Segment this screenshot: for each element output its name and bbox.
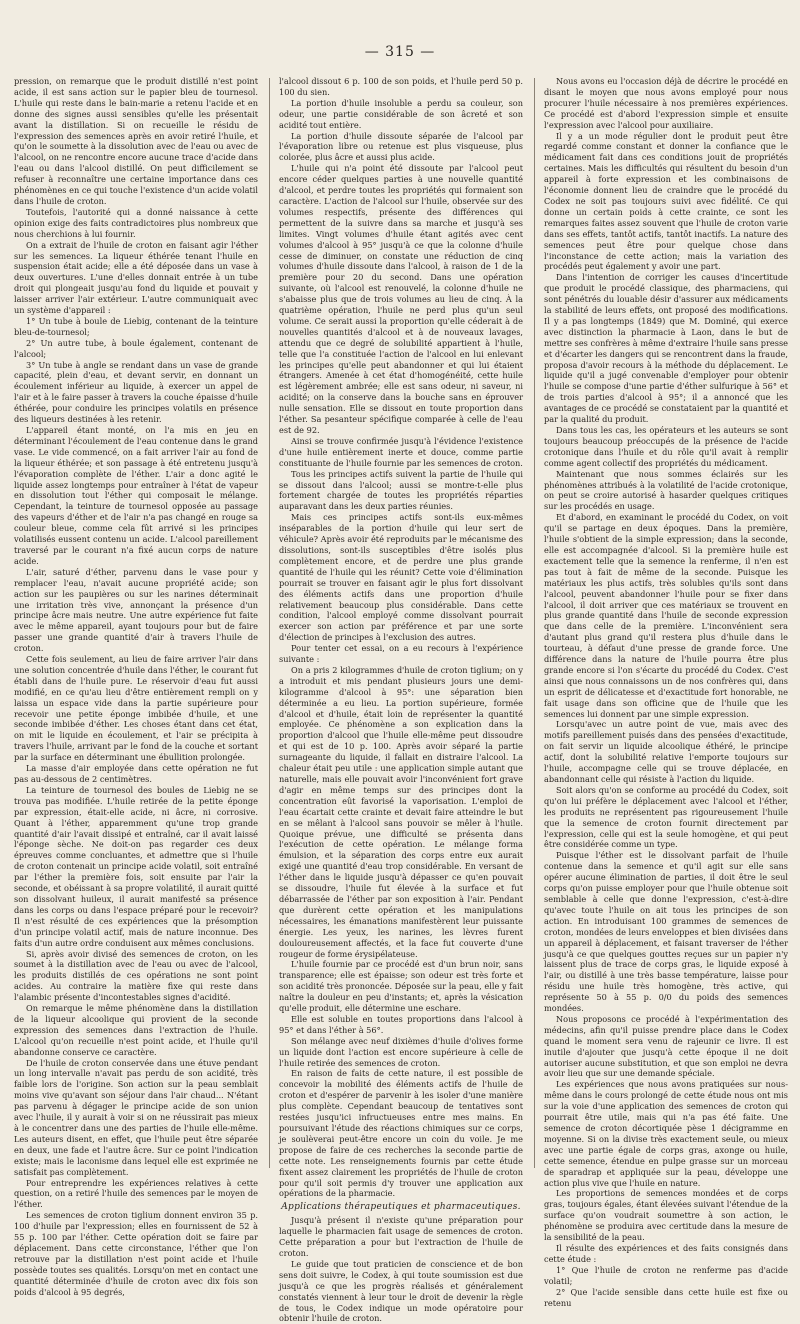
paragraph: La teinture de tournesol des boules de Liebig ne se trouva pas modifiée. L'huile retirée de la petite éponge par expression, était-elle acide, ni âcre, ni corrosive. Quant à l'éther, apparemment qu'une trop grande quantité d'air l'avait dissipé et entraîné, car il avait laissé l'éponge sèche. Ne doit-on pas regarder ces deux épreuves comme concluantes, et admettre que si l'huile de croton contenait un principe acide volatil, soit entraîné par l'éther la première fois, soit ensuite par l'air la seconde, et obéissant à sa propre volatilité, il aurait quitté son dissolvant huileux, il aurait manifesté sa présence dans les corps ou dans l'espace préparé pour le recevoir? Il n'est résulté de ces expériences que la présomption d'un principe volatil actif, mais de nature inconnue. Des faits d'un autre ordre conduisent aux mêmes conclusions. bbox=[14, 784, 258, 948]
paragraph: Jusqu'à présent il n'existe qu'une préparation pour laquelle le pharmacien fait usage de semences de croton. Cette préparation a pour but l'extraction de l'huile de croton. bbox=[279, 1215, 523, 1258]
paragraph: En raison de faits de cette nature, il est possible de concevoir la mobilité des éléments actifs de l'huile de croton et d'espérer de parvenir à les isoler d'une manière plus complète. Cependant beaucoup de tentatives sont restées jusqu'ici infructueuses entre mes mains. En poursuivant l'étude des réactions chimiques sur ce corps, je soulèverai peut-être encore un coin du voile. Je me propose de faire de ces recherches la seconde partie de cette note. Les renseignements fournis par cette étude fixent assez clairement les propriétés de l'huile de croton pour qu'il soit permis d'y trouver une application aux opérations de la pharmacie. bbox=[279, 1068, 523, 1199]
paragraph: On remarque le même phénomène dans la distillation de la liqueur alcoolique qui provient de la seconde expression des semences dans l'extraction de l'huile. L'alcool qu'on recueille n'est point acide, et l'huile qu'il abandonne conserve ce caractère. bbox=[14, 1003, 258, 1057]
paragraph: De l'huile de croton conservée dans une étuve pendant un long intervalle n'avait pas perdu de son acidité, très faible lors de l'origine. Son action sur la peau semblait moins vive qu'avant son séjour dans l'air chaud... N'étant pas parvenu à dégager le principe acide de son union avec l'huile, il y aurait à voir si on ne réussirait pas mieux à le concentrer dans une des parties de l'huile elle-même. Les auteurs disent, en effet, que l'huile peut être séparée en deux, une fade et l'autre âcre. Sur ce point l'indication existe; mais le laconisme dans lequel elle est exprimée ne satisfait pas complètement. bbox=[14, 1057, 258, 1177]
paragraph: L'air, saturé d'éther, parvenu dans le vase pour y remplacer l'eau, n'avait aucune propriété acide; son action sur les paupières ou sur les narines déterminait une irritation très vive, annonçant la présence d'un principe âcre mais neutre. Une autre expérience fut faite avec le même appareil, ayant toujours pour but de faire passer une grande quantité d'air à travers l'huile de croton. bbox=[14, 566, 258, 654]
paragraph: Soit alors qu'on se conforme au procédé du Codex, soit qu'on lui préfère le déplacement avec l'alcool et l'éther, les produits ne représentent pas rigoureusement l'huile que la semence de croton fournit directement par l'expression, celle qui est la seule homogène, et qui peut être considérée comme un type. bbox=[544, 784, 788, 850]
paragraph: 2° Un autre tube, à boule également, contenant de l'alcool; bbox=[14, 337, 258, 359]
paragraph: L'huile qui n'a point été dissoute par l'alcool peut encore céder quelques parties à une nouvelle quantité d'alcool, et perdre toutes les propriétés qui formaient son caractère. L'action de l'alcool sur l'huile, observée sur des volumes respectifs, présente des différences qui permettent de la suivre dans sa marche et jusqu'à ses limites. Vingt volumes d'huile étant agités avec cent volumes d'alcool à 95° jusqu'à ce que la colonne d'huile cesse de diminuer, on constate une réduction de cinq volumes d'huile dissoute dans l'alcool, à raison de 1 de la première pour 20 du second. Dans une opération suivante, où l'alcool est renouvelé, la colonne d'huile ne s'abaisse plus que de trois volumes au lieu de cinq. À la quatrième opération, l'huile ne perd plus qu'un seul volume. Ce serait aussi la proportion qu'elle céderait à de nouvelles quantités d'alcool et à de nouveaux lavages, attendu que ce degré de solubilité appartient à l'huile, telle que l'a constituée l'action de l'alcool en lui enlevant les principes qu'elle peut abandonner et qui lui étaient étrangers. Amenée à cet état d'homogénéité, cette huile est légèrement ambrée; elle est sans odeur, ni saveur, ni acidité; on la conserve dans la bouche sans en éprouver nulle sensation. Elle se dissout en toute proportion dans l'éther. Sa pesanteur spécifique comparée à celle de l'eau est de 92. bbox=[279, 163, 523, 435]
paragraph: La portion d'huile dissoute séparée de l'alcool par l'évaporation libre ou retenue est plus visqueuse, plus colorée, plus âcre et aussi plus acide. bbox=[279, 130, 523, 163]
paragraph: Dans tous les cas, les opérateurs et les auteurs se sont toujours beaucoup préoccupés de la présence de l'acide crotonique dans l'huile et du rôle qu'il avait à remplir comme agent collectif des propriétés du médicament. bbox=[544, 425, 788, 468]
paragraph: On a extrait de l'huile de croton en faisant agir l'éther sur les semences. La liqueur éthérée tenant l'huile en suspension était acide; elle a été déposée dans un vase à deux ouvertures. L'une d'elles donnait entrée à un tube droit qui plongeait jusqu'au fond du liquide et pouvait y laisser arriver l'air extérieur. L'autre communiquait avec un système d'appareil : bbox=[14, 239, 258, 316]
paragraph: L'appareil étant monté, on l'a mis en jeu en déterminant l'écoulement de l'eau contenue dans le grand vase. Le vide commencé, on a fait arriver l'air au fond de la liqueur éthérée; et son passage à été entretenu jusqu'à l'évaporation complète de l'éther. L'air a donc agité le liquide assez longtemps pour entraîner à l'état de vapeur en dissolution tout l'éther qui composait le mélange. Cependant, la teinture de tournesol opposée au passage des vapeurs d'éther et de l'air n'a pas changé en rouge sa couleur bleue, comme cela fût arrivé si les principes volatilisés eussent contenu un acide. L'alcool pareillement traversé par le courant n'a fixé aucun corps de nature acide. bbox=[14, 425, 258, 566]
paragraph: Elle est soluble en toutes proportions dans l'alcool à 95° et dans l'éther à 56°. bbox=[279, 1013, 523, 1035]
paragraph: Nous avons eu l'occasion déjà de décrire le procédé en disant le moyen que nous avons employé pour nous procurer l'huile nécessaire à nos premières expériences. Ce procédé est d'abord l'expression simple et ensuite l'expression avec l'alcool pour auxiliaire. bbox=[544, 76, 788, 130]
paragraph: Le guide que tout praticien de conscience et de bon sens doit suivre, le Codex, à qui toute soumission est due jusqu'à ce que les progrès réalisés et généralement constatés viennent à leur tour le droit de devenir la règle de tous, le Codex indique un mode opératoire pour obtenir l'huile de croton. bbox=[279, 1258, 523, 1324]
paragraph: 3° Un tube à angle se rendant dans un vase de grande capacité, plein d'eau, et devant servir, en donnant un écoulement inférieur au liquide, à exercer un appel de l'air et à le faire passer à travers la couche épaisse d'huile éthérée, pour conduire les principes volatils en présence des liqueurs destinées à les retenir. bbox=[14, 359, 258, 425]
paragraph: Pour entreprendre les expériences relatives à cette question, on a retiré l'huile des semences par le moyen de l'éther. bbox=[14, 1177, 258, 1210]
paragraph: Cette fois seulement, au lieu de faire arriver l'air dans une solution concentrée d'huile dans l'éther, le courant fut établi dans de l'huile pure. Le réservoir d'eau fut aussi modifié, en ce qu'au lieu d'être entièrement rempli on y laissa un espace vide dans la partie supérieure pour recevoir une petite éponge imbibée d'huile, et une seconde imbibée d'éther. Les choses étant dans cet état, on mit le liquide en écoulement, et l'air se précipita à travers l'huile, arrivant par le fond de la couche et sortant par la surface en déterminant une ébullition prolongée. bbox=[14, 654, 258, 763]
text-column-1 bbox=[14, 76, 258, 1297]
paragraph: Pour tenter cet essai, on a eu recours à l'expérience suivante : bbox=[279, 643, 523, 665]
text-column-3 bbox=[544, 76, 788, 1308]
paragraph: Lorsqu'avec un autre point de vue, mais avec des motifs pareillement puisés dans des pensées d'exactitude, on fait servir un liquide alcoolique éthéré, le principe actif, dont la solubilité relative l'emporte toujours sur l'huile, accompagne celle qui se trouve déplacée, en abandonnant celle qui résiste à l'action du liquide. bbox=[544, 719, 788, 784]
text-column-2 bbox=[279, 76, 523, 1324]
page-number: — 315 — bbox=[364, 44, 436, 60]
paragraph: Son mélange avec neuf dixièmes d'huile d'olives forme un liquide dont l'action est encore supérieure à celle de l'huile retirée des semences de croton. bbox=[279, 1035, 523, 1068]
paragraph: Il y a un mode régulier dont le produit peut être regardé comme constant et donner la confiance que le médicament fait dans ces conditions jouit de propriétés certaines. Mais les difficultés qui résultent du besoin d'un appareil à forte expression et les combinaisons de l'économie donnent lieu de craindre que le procédé du Codex ne soit pas toujours suivi avec fidélité. Ce qui donne un certain poids à cette crainte, ce sont les remarques faites assez souvent que l'huile de croton varie dans ses effets, tantôt actifs, tantôt inactifs. La nature des semences peut être pour quelque chose dans l'inconstance de cette action; mais la variation des procédés peut également y avoir une part. bbox=[544, 130, 788, 272]
column-divider bbox=[534, 78, 535, 1168]
paragraph: Mais ces principes actifs sont-ils eux-mêmes inséparables de la portion d'huile qui leur sert de véhicule? Après avoir été reproduits par le mécanisme des dissolutions, sont-ils susceptibles d'être isolés plus complètement encore, et de perdre une plus grande quantité de l'huile qui les réunit? Cette voie d'élimination pourrait se trouver en faisant agir le plus fort dissolvant des éléments actifs dans une proportion d'huile relativement beaucoup plus considérable. Dans cette condition, l'alcool employé comme dissolvant pourrait exercer son action par préférence et par une sorte d'élection de principes à l'exclusion des autres. bbox=[279, 512, 523, 643]
paragraph: Nous proposons ce procédé à l'expérimentation des médecins, afin qu'il puisse prendre place dans le Codex quand le moment sera venu de rajeunir ce livre. Il est inutile d'ajouter que jusqu'à cette époque il ne doit autoriser aucune substitution, et que son emploi ne devra avoir lieu que sur une demande spéciale. bbox=[544, 1013, 788, 1079]
paragraph: Et d'abord, en examinant le procédé du Codex, on voit qu'il se partage en deux époques. Dans la première, l'huile s'obtient de la simple expression; dans la seconde, elle est accompagnée d'alcool. Si la première huile est exactement telle que la semence la renferme, il n'en est pas tout à fait de même de la seconde. Puisque les matériaux les plus actifs, très solubles qu'ils sont dans l'alcool, peuvent abandonner l'huile pour se fixer dans l'alcool, il doit arriver que ces matériaux se trouvent en plus grande quantité dans l'huile de seconde expression que dans celle de la première. L'inconvénient sera d'autant plus grand qu'il restera plus d'huile dans le tourteau, à défaut d'une presse de grande force. Une différence dans la nature de l'huile pourra être plus grande encore si l'on s'écarte du procédé du Codex. C'est ainsi que nous connaissons un de nos confrères qui, dans un esprit de délicatesse et d'exactitude fort honorable, ne fait usage dans son officine que de l'huile que les semences lui donnent par une simple expression. bbox=[544, 512, 788, 719]
paragraph: Si, après avoir divisé des semences de croton, on les soumet à la distillation avec de l'eau ou avec de l'alcool, les produits distillés de ces opérations ne sont point acides. Au contraire la matière fixe qui reste dans l'alambic présente d'incontestables signes d'acidité. bbox=[14, 948, 258, 1003]
paragraph: Les semences de croton tiglium donnent environ 35 p. 100 d'huile par l'expression; elles en fournissent de 52 à 55 p. 100 par l'éther. Cette opération doit se faire par déplacement. Dans cette circonstance, l'éther que l'on retrouve par la distillation n'est point acide et l'huile possède toutes ses qualités. Lorsqu'on met en contact une quantité déterminée d'huile de croton avec dix fois son poids d'alcool à 95 degrés, bbox=[14, 1210, 258, 1297]
paragraph: 1° Que l'huile de croton ne renferme pas d'acide volatil; bbox=[544, 1264, 788, 1286]
paragraph: Il résulte des expériences et des faits consignés dans cette étude : bbox=[544, 1242, 788, 1264]
paragraph: Puisque l'éther est le dissolvant parfait de l'huile contenue dans la semence et qu'il agit sur elle sans opérer aucune élimination de parties, il doit être le seul corps qu'on puisse employer pour que l'huile obtenue soit semblable à celle que donne l'expression, c'est-à-dire qu'avec toute l'huile on ait tous les principes de son action. En introduisant 100 grammes de semences de croton, mondées de leurs enveloppes et bien divisées dans un appareil à déplacement, et faisant traverser de l'éther jusqu'à ce que quelques gouttes reçues sur un papier n'y laissent plus de trace de corps gras, le liquide exposé à l'air, ou distillé à une très basse température, laisse pour résidu une huile très homogène, très active, qui représente 50 à 55 p. 0/0 du poids des semences mondées. bbox=[544, 850, 788, 1014]
paragraph: Ainsi se trouve confirmée jusqu'à l'évidence l'existence d'une huile entièrement inerte et douce, comme partie constituante de l'huile fournie par les semences de croton. bbox=[279, 435, 523, 468]
paragraph: 1° Un tube à boule de Liebig, contenant de la teinture bleu-de-tournesol; bbox=[14, 315, 258, 337]
paragraph: L'huile fournie par ce procédé est d'un brun noir, sans transparence; elle est épaisse; son odeur est très forte et son acidité très prononcée. Déposée sur la peau, elle y fait naître la douleur en peu d'instants; et, après la vésication qu'elle produit, elle détermine une eschare. bbox=[279, 959, 523, 1014]
paragraph: Toutefois, l'autorité qui a donné naissance à cette opinion exige des faits contradictoires plus nombreux que nous cherchions à lui fournir. bbox=[14, 206, 258, 239]
paragraph: Les expériences que nous avons pratiquées sur nous-même dans le cours prolongé de cette étude nous ont mis sur la voie d'une application des semences de croton qui pourrait être utile, mais qui n'a pas été faite. Une semence de croton décortiquée pèse 1 décigramme en moyenne. Si on la divise très exactement seule, ou mieux avec une partie égale de corps gras, axonge ou huile, cette semence, étendue en pulpe grasse sur un morceau de sparadrap et appliquée sur la peau, développe une action plus vive que l'huile en nature. bbox=[544, 1079, 788, 1188]
column-divider bbox=[269, 78, 270, 1168]
paragraph: 2° Que l'acide sensible dans cette huile est fixe ou retenu bbox=[544, 1286, 788, 1308]
paragraph: Maintenant que nous sommes éclairés sur les phénomènes attribués à la volatilité de l'acide crotonique, on peut se croire autorisé à hasarder quelques critiques sur les procédés en usage. bbox=[544, 468, 788, 512]
paragraph: Tous les principes actifs suivent la partie de l'huile qui se dissout dans l'alcool; aussi se montre-t-elle plus fortement chargée de toutes les propriétés réparties auparavant dans les deux parties réunies. bbox=[279, 468, 523, 512]
paragraph: Dans l'intention de corriger les causes d'incertitude que produit le procédé classique, des pharmaciens, qui sont pénétrés du louable désir d'assurer aux médicaments la stabilité de leurs effets, ont proposé des modifications. Il y a pas longtemps (1849) que M. Dominé, qui exerce avec distinction la pharmacie à Laon, dans le but de mettre ses confrères à même d'extraire l'huile sans presse et d'écarter les dangers qui se rencontrent dans la fraude, proposa d'avoir recours à la méthode du déplacement. Le liquide qu'il a jugé convenable d'employer pour obtenir l'huile se compose d'une partie d'éther sulfurique à 56° et de trois parties d'alcool à 95°; il a annoncé que les avantages de ce procédé se constataient par la quantité et par la qualité du produit. bbox=[544, 272, 788, 425]
paragraph: l'alcool dissout 6 p. 100 de son poids, et l'huile perd 50 p. 100 du sien. bbox=[279, 76, 523, 97]
paragraph: Les proportions de semences mondées et de corps gras, toujours égales, étant élevées suivant l'étendue de la surface qu'on voudrait soumettre à son action, le phénomène se produira avec certitude dans la mesure de la sensibilité de la peau. bbox=[544, 1188, 788, 1243]
paragraph: pression, on remarque que le produit distillé n'est point acide, il est sans action sur le papier bleu de tournesol. L'huile qui reste dans le bain-marie a retenu l'acide et en donne des signes aussi sensibles qu'elle les présentait avant la distillation. Si on recueille le résidu de l'expression des semences après en avoir retiré l'huile, et qu'on le soumette à la dissolution avec de l'eau ou avec de l'alcool, on ne rencontre encore aucune trace d'acide dans l'eau ou dans l'alcool distillé. On peut difficilement se refuser à reconnaître une certaine importance dans ces phénomènes en ce qui touche l'existence d'un acide volatil dans l'huile de croton. bbox=[14, 76, 258, 206]
paragraph: La portion d'huile insoluble a perdu sa couleur, son odeur, une partie considérable de son âcreté et son acidité tout entière. bbox=[279, 97, 523, 130]
paragraph: La masse d'air employée dans cette opération ne fut pas au-dessous de 2 centimètres. bbox=[14, 763, 258, 784]
paragraph: On a pris 2 kilogrammes d'huile de croton tiglium; on y a introduit et mis pendant plusieurs jours une demi-kilogramme d'alcool à 95°: une séparation bien déterminée a eu lieu. La portion supérieure, formée d'alcool et d'huile, était loin de représenter la quantité employée. Ce phénomène a son explication dans la proportion d'alcool que l'huile elle-même peut dissoudre et qui est de 10 p. 100. Après avoir séparé la partie surnageante du liquide, il fallait en distraire l'alcool. La chaleur était peu utile : une application simple autant que naturelle, mais elle pouvait avoir l'inconvénient fort grave d'agir en même temps sur des principes dont la concentration eût favorisé la vaporisation. L'emploi de l'eau écartait cette crainte et devait faire atteindre le but en se mêlant à l'alcool sans pouvoir se mêler à l'huile. Quoique prévue, une difficulté se présenta dans l'exécution de cette opération. Le mélange forma émulsion, et la séparation des corps entre eux aurait exigé une quantité d'eau trop considérable. En versant de l'éther dans le liquide jusqu'à dépasser ce qu'en pouvait se dissoudre, l'huile fut élevée à la surface et fut débarrassée de l'éther par son exposition à l'air. Pendant que durèrent cette opération et les manipulations nécessaires, les émanations manifestèrent leur puissante énergie. Les yeux, les narines, les lèvres furent douloureusement affectés, et la face fut couverte d'une rougeur de forme érysipélateuse. bbox=[279, 664, 523, 959]
section-heading: Applications thérapeutiques et pharmaceutiques. bbox=[281, 1202, 521, 1213]
